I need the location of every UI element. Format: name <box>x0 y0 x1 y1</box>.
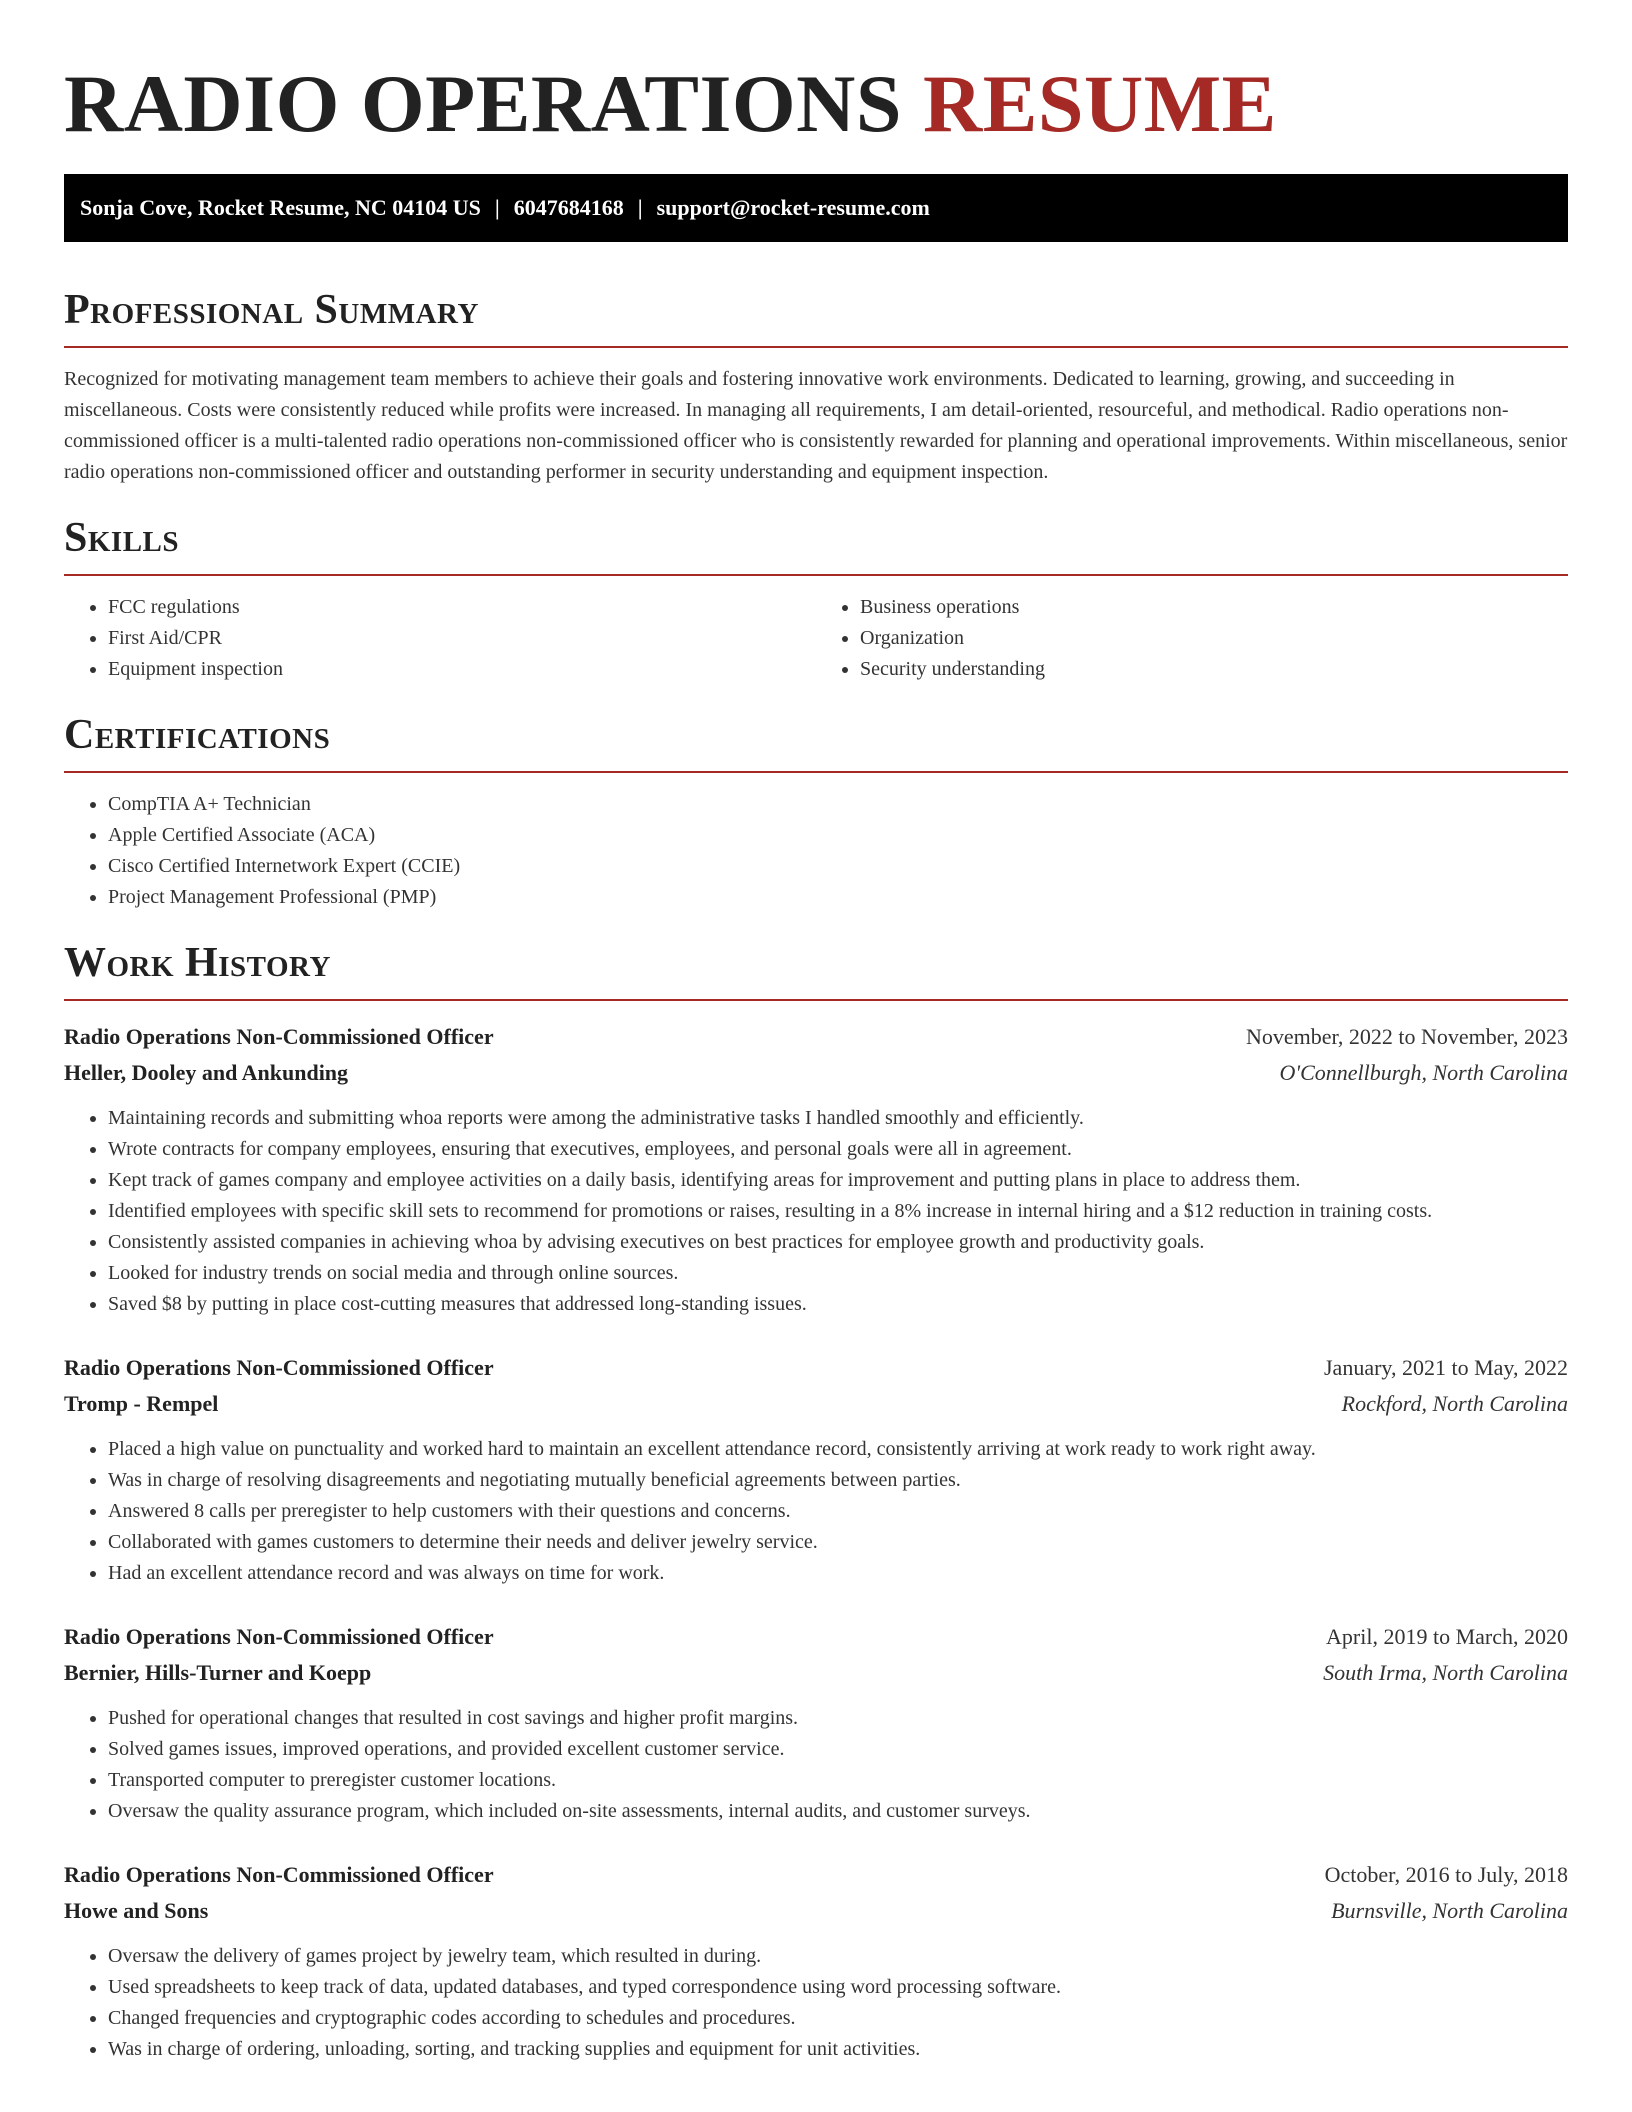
job-title: Radio Operations Non-Commissioned Officer <box>64 1024 494 1049</box>
job-header-row <box>64 1857 1568 1893</box>
skill-item: • Organization <box>860 623 1568 654</box>
work-history-section <box>64 939 1568 2065</box>
job-title: Radio Operations Non-Commissioned Officer <box>64 1624 494 1649</box>
job-location: Burnsville, North Carolina <box>1331 1898 1568 1923</box>
job-company: Tromp - Rempel <box>64 1391 219 1416</box>
job-bullet: • Kept track of games company and employee activities on a daily basis, identifying areas for improvement and putting plans in place to address them. <box>108 1165 1568 1196</box>
skills-list-right <box>816 592 1568 685</box>
job-title: Radio Operations Non-Commissioned Officer <box>64 1355 494 1380</box>
job-bullet: • Used spreadsheets to keep track of data, updated databases, and typed correspondence using word processing software. <box>108 1972 1568 2003</box>
job-bullet: • Answered 8 calls per preregister to help customers with their questions and concerns. <box>108 1496 1568 1527</box>
title-accent: RESUME <box>922 58 1277 149</box>
skill-item: • Security understanding <box>860 654 1568 685</box>
job-dates: November, 2022 to November, 2023 <box>1245 1024 1568 1049</box>
job-bullet: • Consistently assisted companies in achieving whoa by advising executives on best practices for employee growth and productivity goals. <box>108 1227 1568 1258</box>
skills-list-left <box>64 592 816 685</box>
job-location: O'Connellburgh, North Carolina <box>1279 1060 1568 1085</box>
job-location: South Irma, North Carolina <box>1323 1660 1568 1685</box>
contact-separator: | <box>637 195 643 220</box>
job-bullet: • Wrote contracts for company employees, ensuring that executives, employees, and personal goals were all in agreement. <box>108 1134 1568 1165</box>
job-bullet-list <box>64 1434 1568 1589</box>
contact-phone: 6047684168 <box>513 195 624 220</box>
summary-heading: Professional Summary <box>64 286 1568 348</box>
certification-item: • CompTIA A+ Technician <box>108 789 1568 820</box>
certifications-heading: Certifications <box>64 711 1568 773</box>
job-bullet: • Pushed for operational changes that resulted in cost savings and higher profit margins. <box>108 1703 1568 1734</box>
job-bullet: • Oversaw the quality assurance program, which included on-site assessments, internal audits, and customer surveys. <box>108 1796 1568 1827</box>
job-company-row <box>64 1893 1568 1929</box>
job-company-row <box>64 1386 1568 1422</box>
contact-email: support@rocket-resume.com <box>656 195 930 220</box>
skill-item: • FCC regulations <box>108 592 816 623</box>
job-company-row <box>64 1055 1568 1091</box>
contact-bar <box>64 174 1568 242</box>
job-title: Radio Operations Non-Commissioned Officer <box>64 1862 494 1887</box>
job-dates: April, 2019 to March, 2020 <box>1326 1624 1568 1649</box>
job-bullet-list <box>64 1103 1568 1320</box>
job-bullet: • Changed frequencies and cryptographic codes according to schedules and procedures. <box>108 2003 1568 2034</box>
certifications-section <box>64 711 1568 913</box>
job-entry <box>64 1350 1568 1589</box>
job-header-row <box>64 1350 1568 1386</box>
skill-item: • Equipment inspection <box>108 654 816 685</box>
contact-address: Sonja Cove, Rocket Resume, NC 04104 US <box>80 195 481 220</box>
certification-item: • Apple Certified Associate (ACA) <box>108 820 1568 851</box>
job-company: Bernier, Hills-Turner and Koepp <box>64 1660 372 1685</box>
summary-text: Recognized for motivating management team members to achieve their goals and fostering innovative work environments. Dedicated to learning, growing, and succeeding in miscellaneous. Costs were consistently reduced while profits were increased. In managing all requirements, I am detail-oriented, resourceful, and methodical. Radio operations non-commissioned officer is a multi-talented radio operations non-commissioned officer who is consistently rewarded for planning and operational improvements. Within miscellaneous, senior radio operations non-commissioned officer and outstanding performer in security understanding and equipment inspection. <box>64 368 1568 483</box>
job-entry <box>64 1619 1568 1827</box>
job-bullet: • Saved $8 by putting in place cost-cutting measures that addressed long-standing issues. <box>108 1289 1568 1320</box>
job-bullet: • Collaborated with games customers to determine their needs and deliver jewelry service. <box>108 1527 1568 1558</box>
job-company: Howe and Sons <box>64 1898 209 1923</box>
job-bullet: • Was in charge of resolving disagreements and negotiating mutually beneficial agreements between parties. <box>108 1465 1568 1496</box>
resume-title <box>64 0 1568 150</box>
job-bullet: • Had an excellent attendance record and was always on time for work. <box>108 1558 1568 1589</box>
skills-grid <box>64 592 1568 685</box>
title-main: RADIO OPERATIONS <box>64 58 902 149</box>
job-entry <box>64 1857 1568 2065</box>
skills-heading: Skills <box>64 514 1568 576</box>
job-dates: January, 2021 to May, 2022 <box>1324 1355 1568 1380</box>
skills-section <box>64 514 1568 685</box>
job-bullet: • Solved games issues, improved operations, and provided excellent customer service. <box>108 1734 1568 1765</box>
job-header-row <box>64 1019 1568 1055</box>
job-bullet: • Was in charge of ordering, unloading, sorting, and tracking supplies and equipment for unit activities. <box>108 2034 1568 2065</box>
job-bullet: • Placed a high value on punctuality and worked hard to maintain an excellent attendance record, consistently arriving at work ready to work right away. <box>108 1434 1568 1465</box>
job-bullet-list <box>64 1941 1568 2065</box>
certifications-list <box>64 789 1568 913</box>
job-bullet: • Looked for industry trends on social media and through online sources. <box>108 1258 1568 1289</box>
summary-section <box>64 286 1568 488</box>
job-bullet: • Identified employees with specific skill sets to recommend for promotions or raises, resulting in a 8% increase in internal hiring and a $12 reduction in training costs. <box>108 1196 1568 1227</box>
job-bullet: • Oversaw the delivery of games project by jewelry team, which resulted in during. <box>108 1941 1568 1972</box>
job-company-row <box>64 1655 1568 1691</box>
skill-item: • First Aid/CPR <box>108 623 816 654</box>
job-dates: October, 2016 to July, 2018 <box>1324 1862 1568 1887</box>
work-history-heading: Work History <box>64 939 1568 1001</box>
certification-item: • Project Management Professional (PMP) <box>108 882 1568 913</box>
skill-item: • Business operations <box>860 592 1568 623</box>
job-bullet: • Maintaining records and submitting whoa reports were among the administrative tasks I handled smoothly and efficiently. <box>108 1103 1568 1134</box>
job-bullet-list <box>64 1703 1568 1827</box>
job-bullet: • Transported computer to preregister customer locations. <box>108 1765 1568 1796</box>
certification-item: • Cisco Certified Internetwork Expert (CCIE) <box>108 851 1568 882</box>
job-company: Heller, Dooley and Ankunding <box>64 1060 349 1085</box>
skills-column-left <box>64 592 816 685</box>
skills-column-right <box>816 592 1568 685</box>
job-location: Rockford, North Carolina <box>1341 1391 1568 1416</box>
contact-separator: | <box>494 195 500 220</box>
job-entry <box>64 1019 1568 1320</box>
job-header-row <box>64 1619 1568 1655</box>
